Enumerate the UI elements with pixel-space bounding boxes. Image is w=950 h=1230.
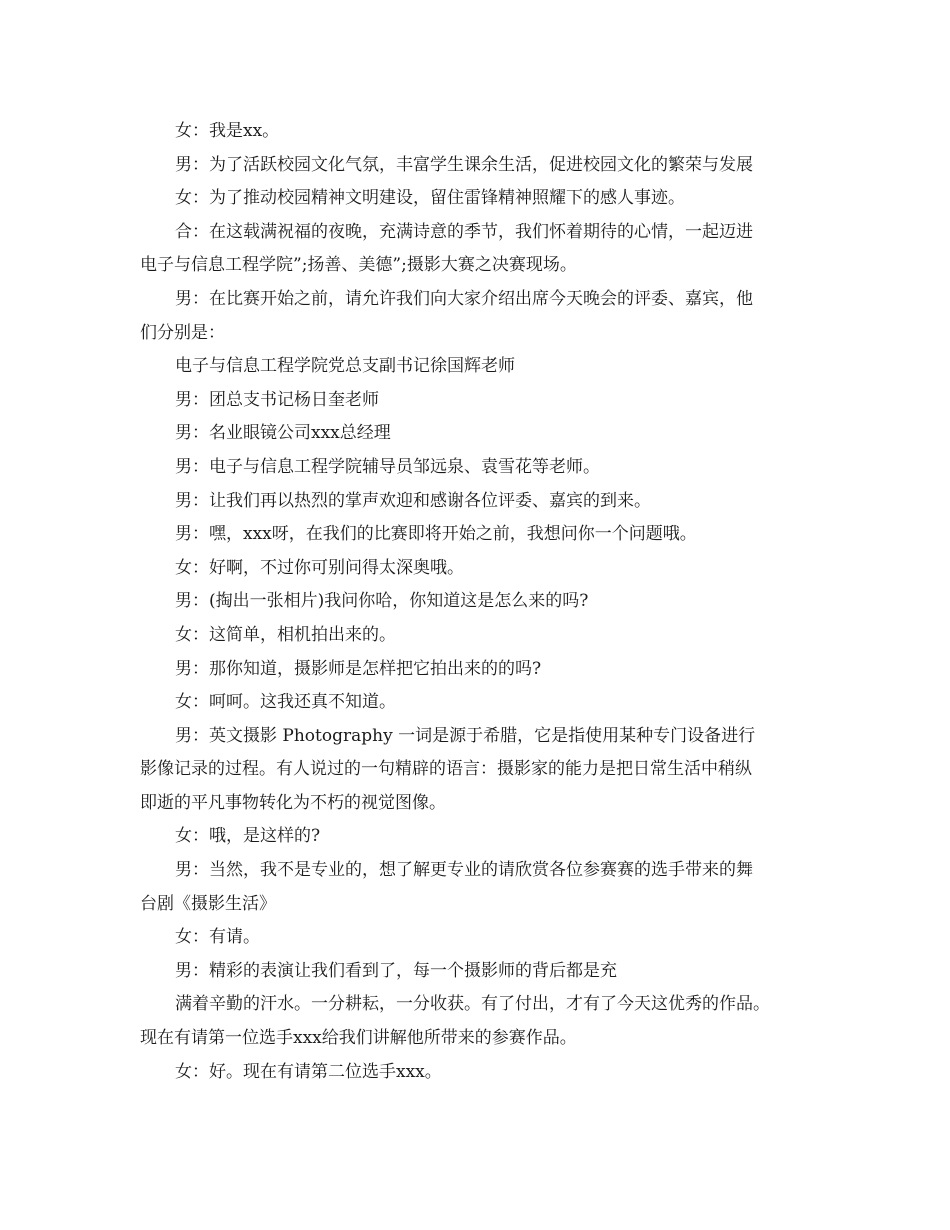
text-line: 男：团总支书记杨日奎老师: [175, 389, 379, 410]
text-line: 男：电子与信息工程学院辅导员邹远泉、袁雪花等老师。: [175, 456, 600, 477]
text-line: 男：在比赛开始之前，请允许我们向大家介绍出席今天晚会的评委、嘉宾，他: [175, 288, 753, 309]
text-line: 女：哦，是这样的?: [175, 826, 321, 847]
text-line: 男：嘿，xxx呀，在我们的比赛即将开始之前，我想问你一个问题哦。: [175, 524, 697, 545]
text-line: 男：当然，我不是专业的，想了解更专业的请欣赏各位参赛赛的选手带来的舞: [175, 860, 753, 881]
text-line: 台剧《摄影生活》: [140, 893, 276, 914]
text-line: 男：精彩的表演让我们看到了，每一个摄影师的背后都是充: [175, 960, 617, 981]
text-line: 影像记录的过程。有人说过的一句精辟的语言：摄影家的能力是把日常生活中稍纵: [140, 759, 752, 780]
text-line: 女：有请。: [175, 927, 260, 948]
text-line: 女：为了推动校园精神文明建设，留住雷锋精神照耀下的感人事迹。: [175, 188, 685, 209]
text-line: 男：名业眼镜公司xxx总经理: [175, 423, 391, 444]
text-line: 合：在这载满祝福的夜晚，充满诗意的季节，我们怀着期待的心情，一起迈进: [175, 221, 753, 242]
text-line: 女：呵呵。这我还真不知道。: [175, 692, 396, 713]
text-line: 女：好啊，不过你可别问得太深奥哦。: [175, 557, 464, 578]
text-line: 男：英文摄影 Photography 一词是源于希腊，它是指使用某种专门设备进行: [175, 725, 756, 746]
text-line: 电子与信息工程学院”;扬善、美德”;摄影大赛之决赛现场。: [140, 255, 577, 276]
text-line: 女：好。现在有请第二位选手xxx。: [175, 1061, 442, 1082]
text-line: 电子与信息工程学院党总支副书记徐国辉老师: [175, 356, 515, 377]
text-line: 男：那你知道，摄影师是怎样把它拍出来的的吗?: [175, 658, 542, 679]
text-line: 即逝的平凡事物转化为不朽的视觉图像。: [140, 792, 446, 813]
text-line: 男：为了活跃校园文化气氛，丰富学生课余生活，促进校园文化的繁荣与发展: [175, 154, 753, 175]
text-line: 男：让我们再以热烈的掌声欢迎和感谢各位评委、嘉宾的到来。: [175, 490, 651, 511]
text-line: 男：(掏出一张相片)我问你哈，你知道这是怎么来的吗?: [175, 591, 589, 612]
text-line: 们分别是：: [140, 322, 225, 343]
text-line: 满着辛勤的汗水。一分耕耘，一分收获。有了付出，才有了今天这优秀的作品。: [175, 994, 770, 1015]
text-line: 女：我是xx。: [175, 121, 280, 141]
document-body: [140, 115, 820, 1089]
text-line: 女：这简单，相机拍出来的。: [175, 624, 396, 645]
text-line: 现在有请第一位选手xxx给我们讲解他所带来的参赛作品。: [140, 1028, 577, 1049]
